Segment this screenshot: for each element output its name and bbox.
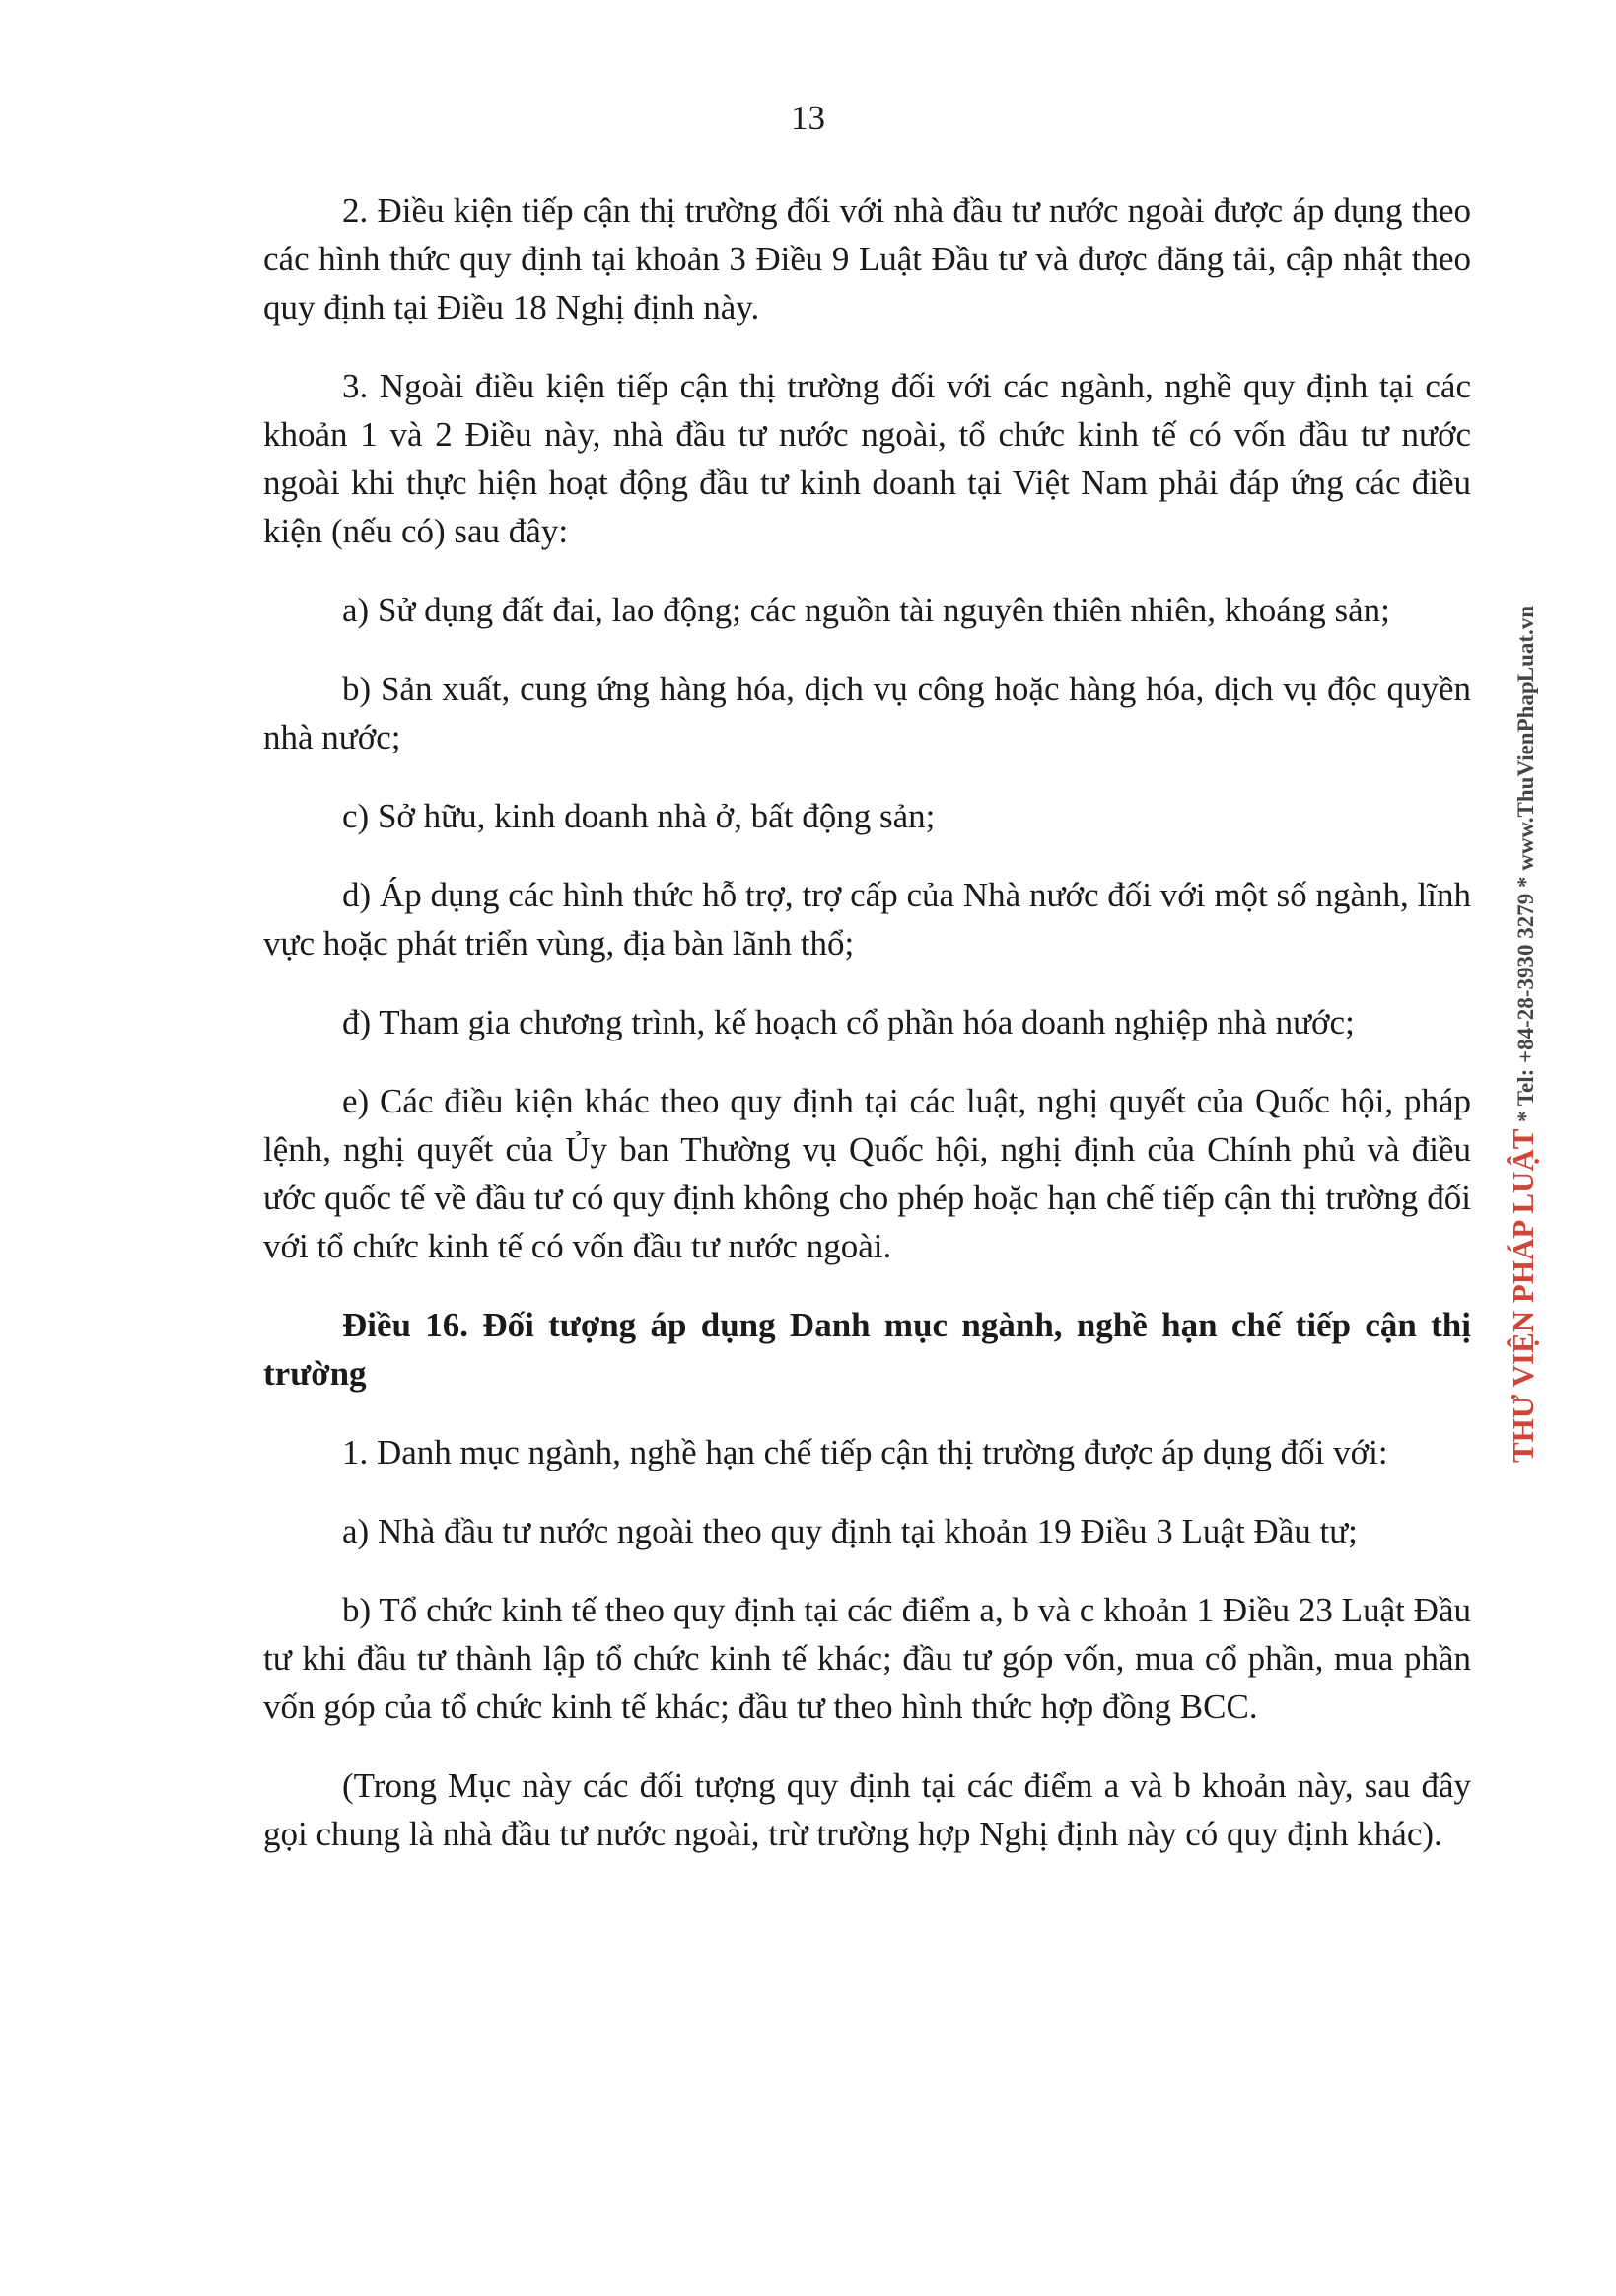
paragraph-point-c: c) Sở hữu, kinh doanh nhà ở, bất động sản; [342, 797, 936, 835]
paragraph-point-d: d) Áp dụng các hình thức hỗ trợ, trợ cấp của Nhà nước đối với một số ngành, lĩnh vực hoặc phát triển vùng, địa bàn lãnh thổ; [263, 876, 1471, 963]
watermark-brand: THƯ VIỆN PHÁP LUẬT [1506, 1128, 1540, 1463]
paragraph-clause-3: 3. Ngoài điều kiện tiếp cận thị trường đối với các ngành, nghề quy định tại các khoản 1 và 2 Điều này, nhà đầu tư nước ngoài, tổ chức kinh tế có vốn đầu tư nước ngoài khi thực hiện hoạt động đầu tư kinh doanh tại Việt Nam phải đáp ứng các điều kiện (nếu có) sau đây: [263, 367, 1471, 550]
paragraph-point-a: a) Sử dụng đất đai, lao động; các nguồn tài nguyên thiên nhiên, khoáng sản; [342, 591, 1390, 629]
paragraph-point-e: e) Các điều kiện khác theo quy định tại các luật, nghị quyết của Quốc hội, pháp lệnh, nghị quyết của Ủy ban Thường vụ Quốc hội, nghị định của Chính phủ và điều ước quốc tế về đầu tư có quy định không cho phép hoặc hạn chế tiếp cận thị trường đối với tổ chức kinh tế có vốn đầu tư nước ngoài. [263, 1082, 1471, 1265]
watermark [1504, 606, 1546, 1463]
paragraph-point-b: b) Sản xuất, cung ứng hàng hóa, dịch vụ công hoặc hàng hóa, dịch vụ độc quyền nhà nước; [263, 670, 1471, 756]
paragraph-article16-point-b: b) Tổ chức kinh tế theo quy định tại các điểm a, b và c khoản 1 Điều 23 Luật Đầu tư khi đầu tư thành lập tổ chức kinh tế khác; đầu tư góp vốn, mua cổ phần, mua phần vốn góp của tổ chức kinh tế khác; đầu tư theo hình thức hợp đồng BCC. [263, 1591, 1471, 1726]
paragraph-article16-note: (Trong Mục này các đối tượng quy định tại các điểm a và b khoản này, sau đây gọi chung là nhà đầu tư nước ngoài, trừ trường hợp Nghị định này có quy định khác). [263, 1766, 1471, 1853]
article-16-heading: Điều 16. Đối tượng áp dụng Danh mục ngành, nghề hạn chế tiếp cận thị trường [263, 1306, 1471, 1393]
page-number: 13 [791, 99, 825, 137]
paragraph-article16-point-a: a) Nhà đầu tư nước ngoài theo quy định tại khoản 19 Điều 3 Luật Đầu tư; [342, 1512, 1358, 1550]
paragraph-article16-clause-1: 1. Danh mục ngành, nghề hạn chế tiếp cận thị trường được áp dụng đối với: [342, 1433, 1388, 1471]
watermark-info: * Tel: +84-28-3930 3279 * www.ThuVienPhapLuat.vn [1513, 605, 1538, 1123]
paragraph-point-dd: đ) Tham gia chương trình, kế hoạch cổ phần hóa doanh nghiệp nhà nước; [342, 1003, 1355, 1041]
document-body [263, 186, 1471, 1889]
paragraph-clause-2: 2. Điều kiện tiếp cận thị trường đối với nhà đầu tư nước ngoài được áp dụng theo các hình thức quy định tại khoản 3 Điều 9 Luật Đầu tư và được đăng tải, cập nhật theo quy định tại Điều 18 Nghị định này. [263, 191, 1471, 326]
